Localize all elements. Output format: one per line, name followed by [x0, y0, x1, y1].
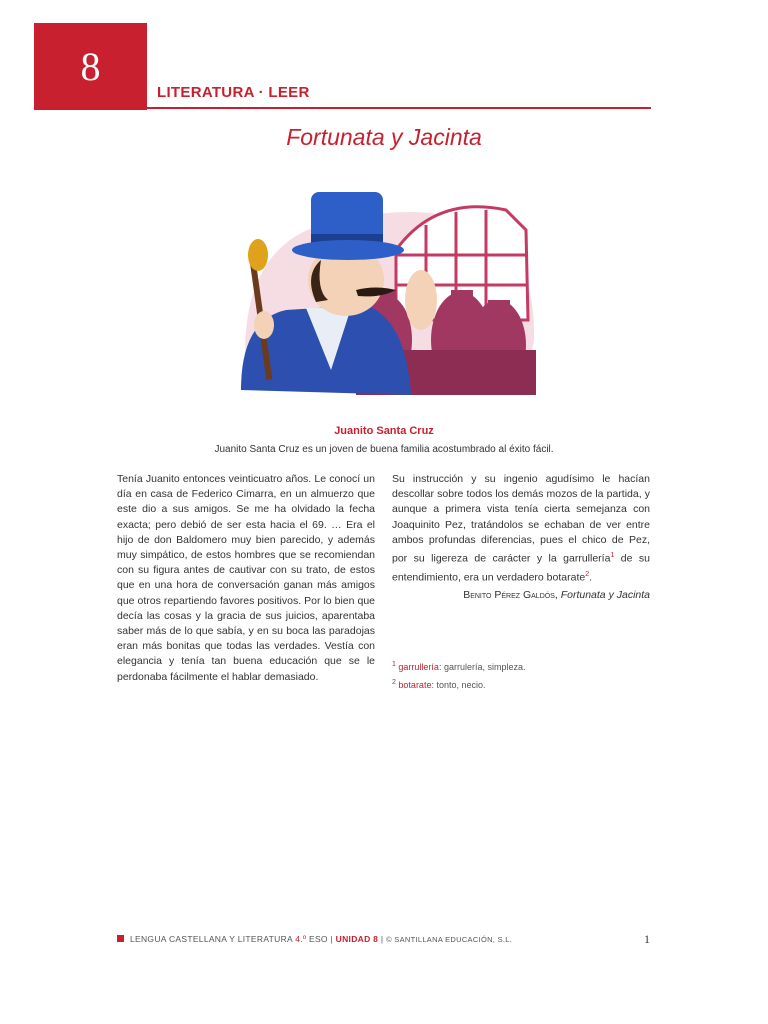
page-title: Fortunata y Jacinta [286, 124, 482, 150]
attribution-work: Fortunata y Jacinta [560, 589, 650, 601]
footnote-number: 1 [392, 661, 396, 668]
text-segment: Su instrucción y su ingenio agudísimo le hacían descollar sobre todos los demás mozos de la partida, y aunque a primera vista tenía cierta semejanza con Joaquinito Pez, tratándolos se echaban de ver entre ambos profundas diferencias, pues el chico de Pez, por su ligereza de carácter y la garrullería [392, 473, 650, 565]
footnote-definition: : tonto, necio. [431, 680, 486, 690]
footer-square-icon [117, 935, 124, 942]
footnote-ref-2: 2 [585, 570, 590, 578]
text-segment: . [589, 571, 593, 584]
illustration-caption-title: Juanito Santa Cruz [334, 425, 434, 437]
page-footer [117, 934, 651, 948]
footnote-number: 2 [392, 679, 396, 686]
footer-subject: LENGUA CASTELLANA Y LITERATURA [130, 934, 293, 944]
text-segment: de su entendimiento, era un verdadero botarate [392, 552, 650, 584]
section-label: LITERATURA · LEER [157, 84, 310, 101]
page-number: 1 [644, 932, 650, 946]
source-attribution [392, 589, 650, 601]
footer-separator: | [327, 934, 336, 944]
footer-separator: | [378, 934, 387, 944]
text-column-left: Tenía Juanito entonces veinticuatro años. Le conocí un día en casa de Federico Cimarra, en un almuerzo que este dio a sus amigos. Se me ha olvidado la fecha exacta; pero debió de ser esta hacia el 69. … Era el hijo de don Baldomero muy bien parecido, y además muy simpático, de estos hombres que se recomiendan con su figura antes de cautivar con su trato, de estos que en una hora de conversación ganan más amigos que otros repartiendo favores positivos. Por lo bien que decía las cosas y la gracia de sus juicios, aparentaba saber más de lo que sabía, y en su boca las paradojas eran más bonitas que todas las verdades. Vestía con elegancia y tenía tan buena educación que se le perdonaba fácilmente el hablar demasiado. [117, 473, 375, 683]
footer-grade: 4.º [295, 934, 307, 944]
unit-number-box [34, 23, 147, 110]
footer-unit: UNIDAD 8 [335, 934, 379, 944]
footnotes [392, 657, 650, 693]
attribution-author: Benito Pérez Galdós [463, 589, 555, 601]
footnote-ref-1: 1 [610, 552, 615, 560]
footer-publisher: © SANTILLANA EDUCACIÓN, S.L. [386, 935, 513, 944]
footnote [392, 675, 650, 693]
illustration-caption-text: Juanito Santa Cruz es un joven de buena familia acostumbrado al éxito fácil. [214, 444, 554, 455]
footnote-definition: : garrulería, simpleza. [438, 662, 526, 672]
footnote-term: botarate [398, 680, 432, 690]
footer-level: ESO [308, 934, 328, 944]
attribution-separator: , [554, 589, 561, 601]
footnote-term: garrullería [398, 662, 439, 672]
footnote [392, 657, 650, 675]
text-column-right [392, 472, 650, 585]
unit-number: 8 [80, 44, 101, 89]
gentleman-top-hat-illustration [236, 190, 538, 400]
header-divider [147, 107, 651, 109]
